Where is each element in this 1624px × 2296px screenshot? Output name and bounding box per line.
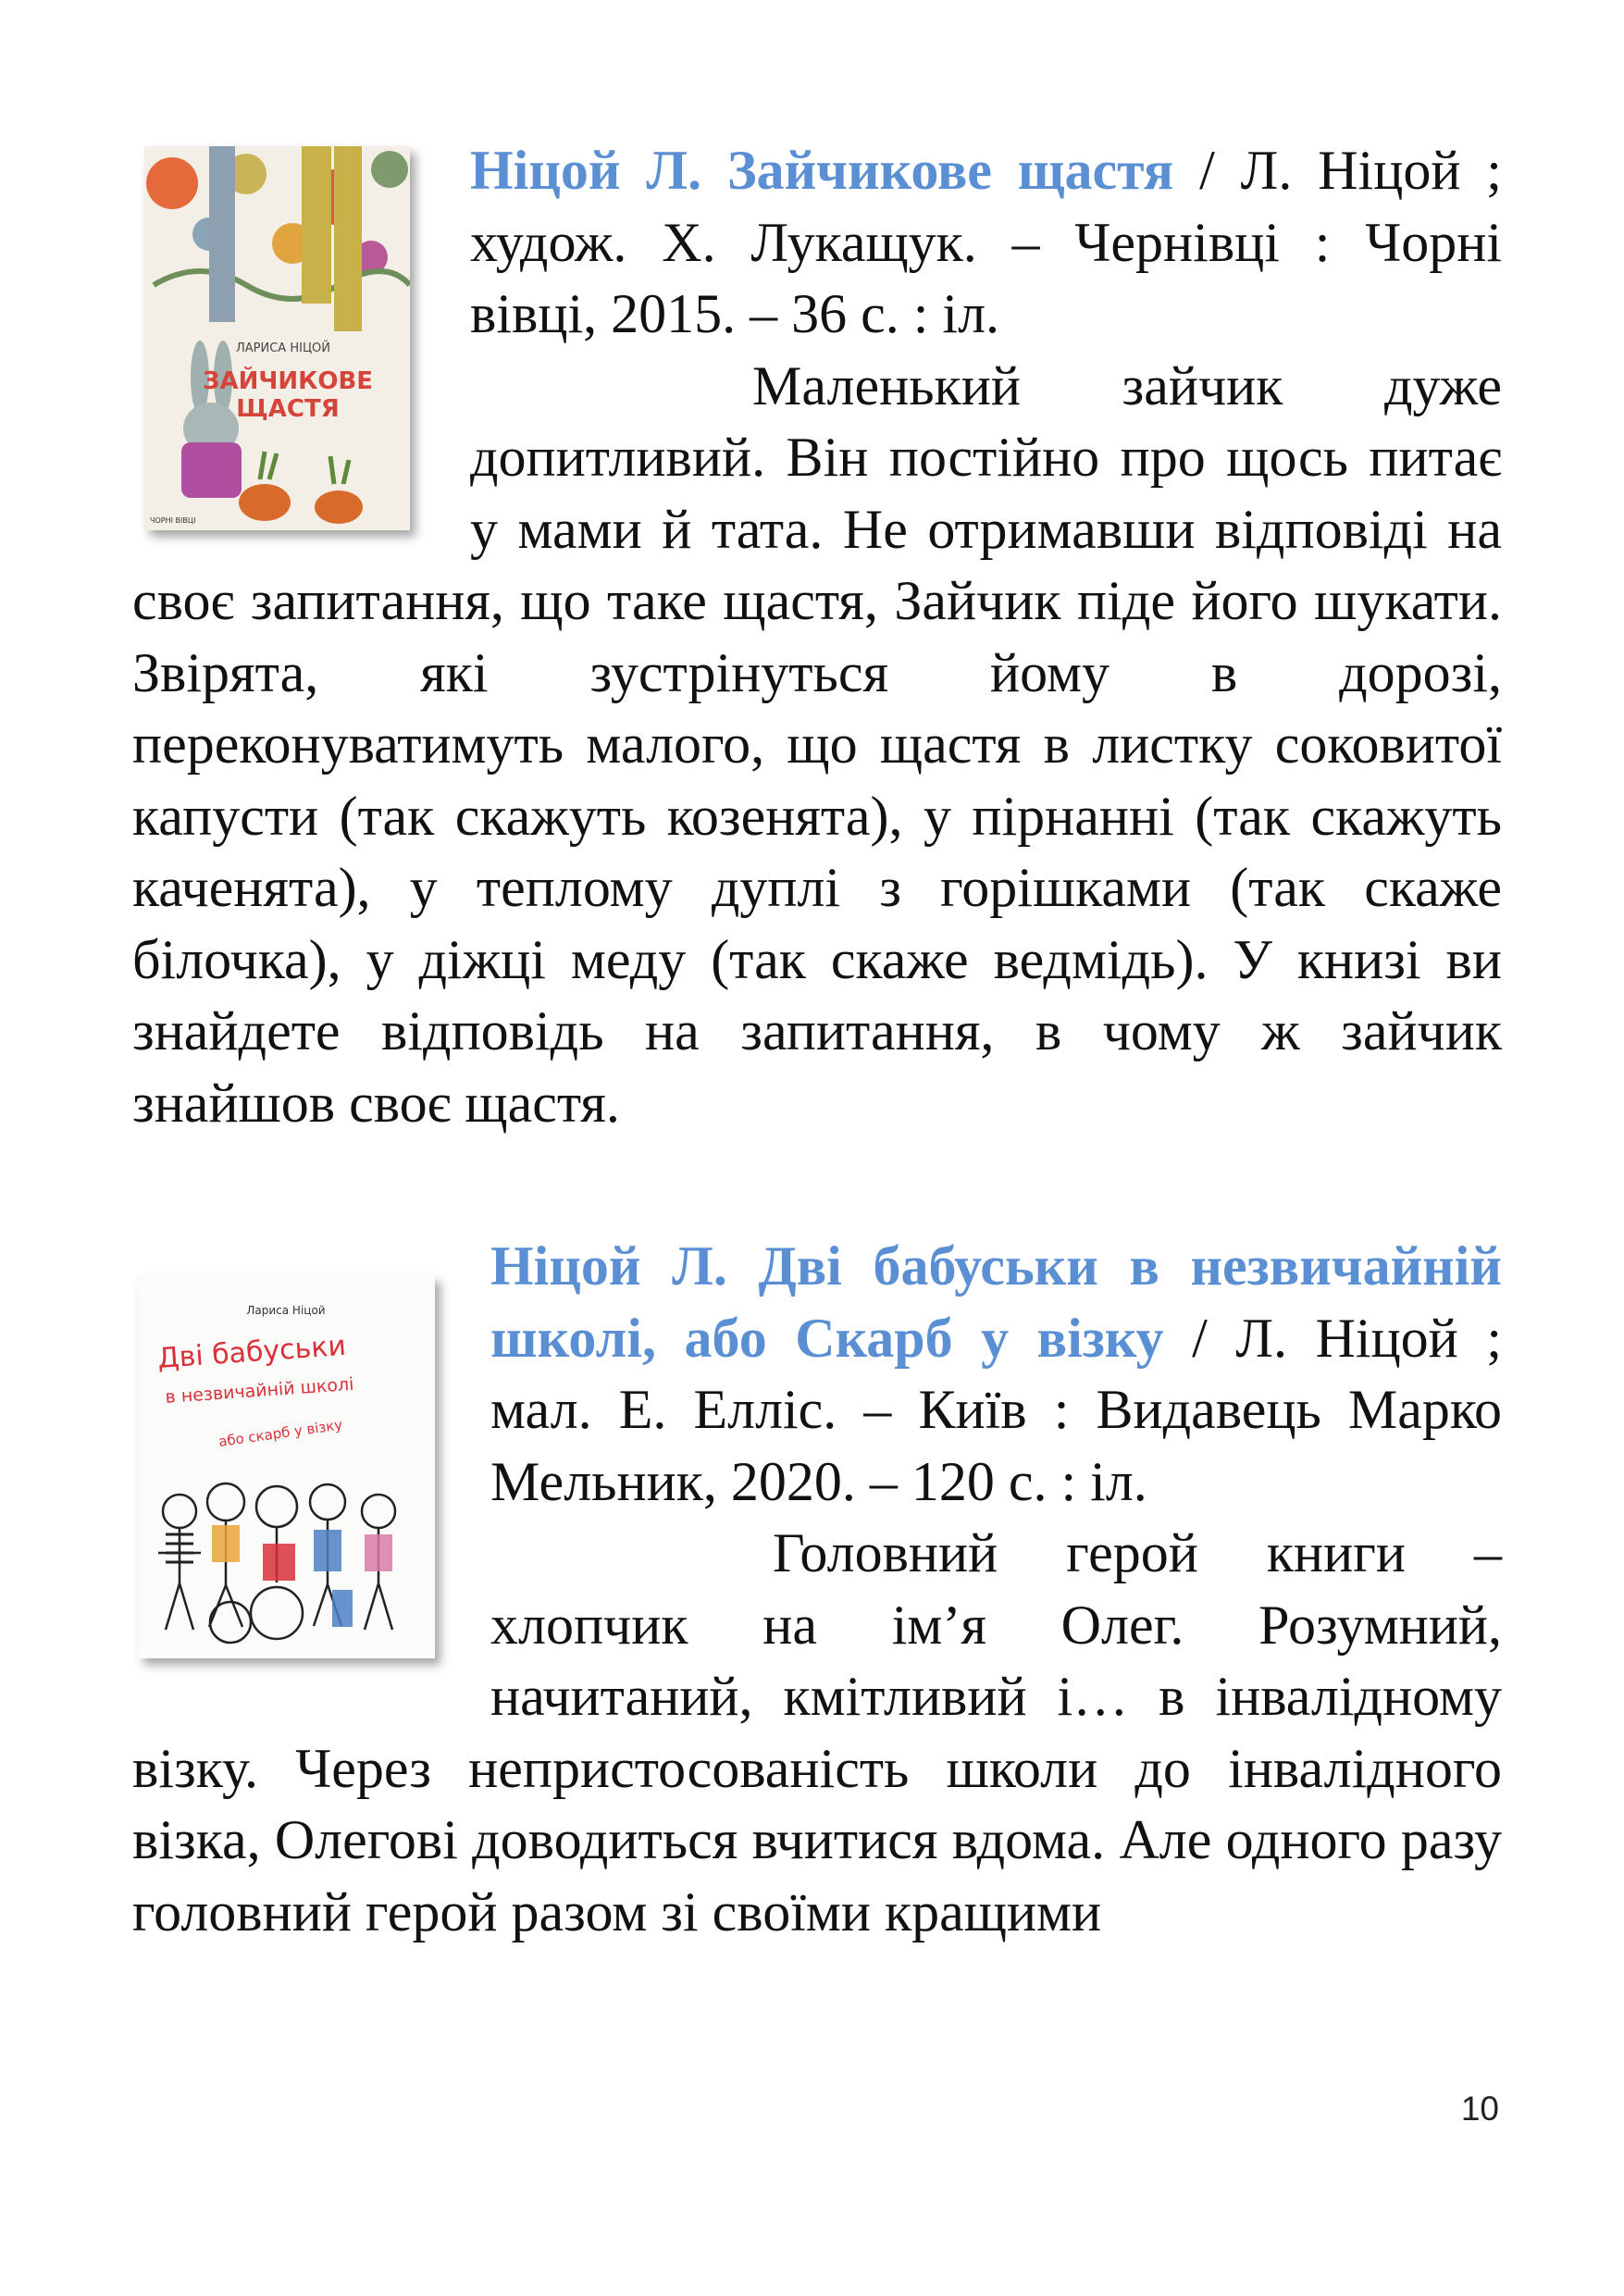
page-number: 10 [1460,2090,1499,2128]
cover1-publisher: ЧОРНІ ВІВЦІ [150,516,196,525]
book-title-2: Ніцой Л. Дві бабуськи в незвичайній школі, або Скарб у візку [490,1235,1502,1369]
book-entry-1 [132,135,1502,1139]
book-entry-2 [132,1231,1502,1948]
annotation-1: Маленький зайчик дуже допитливий. Він постійно про щось питає у мами й тата. Не отримавши відповіді на своє запитання, що таке щастя, Зайчик піде його шукати. Звірята, які зустрінуться йому в дорозі, переконуватимуть малого, що щастя в листку соковитої капусти (так скажуть козенята), у пірнанні (так скажуть каченята), у теплому дуплі з горішками (так скаже білочка), у діжці меду (так скаже ведмідь). У книзі ви знайдете відповідь на запитання, в чому ж зайчик знайшов своє щастя. [132,354,1502,1134]
cover1-author: ЛАРИСА НІЦОЙ [236,341,330,355]
cover2-author: Лариса Ніцой [246,1304,326,1317]
bibliographic-details-2: / Л. Ніцой ; мал. Е. Елліс. – Київ : Видавець Марко Мельник, 2020. – 120 с. : іл. [490,1307,1502,1512]
cover1-title-line2: ЩАСТЯ [236,395,340,423]
book-title-1: Ніцой Л. Зайчикове щастя [470,140,1174,201]
cover2-title-line1: Дві бабуськи [156,1329,347,1375]
cover2-title-line3: або скарб у візку [217,1416,344,1450]
cover2-title-line2: в незвичайній школі [164,1373,355,1408]
cover1-title-line1: ЗАЙЧИКОВЕ [202,367,374,395]
cover-illustration-2 [138,1275,435,1658]
bibliographic-details-1: / Л. Ніцой ; худож. Х. Лукащук. – Чернівці : Чорні вівці, 2015. – 36 с. : іл. [470,140,1502,344]
book-cover-image-1 [144,146,410,530]
annotation-2: Головний герой книги – хлопчик на ім’я Олег. Розумний, начитаний, кмітливий і… в інвалідному візку. Через непристосованість школи до інвалідного візка, Олегові доводиться вчитися вдома. Але одного разу головний герой разом зі своїми кращими [132,1522,1502,1942]
cover-illustration-1 [144,146,410,530]
book-cover-image-2 [138,1275,435,1658]
